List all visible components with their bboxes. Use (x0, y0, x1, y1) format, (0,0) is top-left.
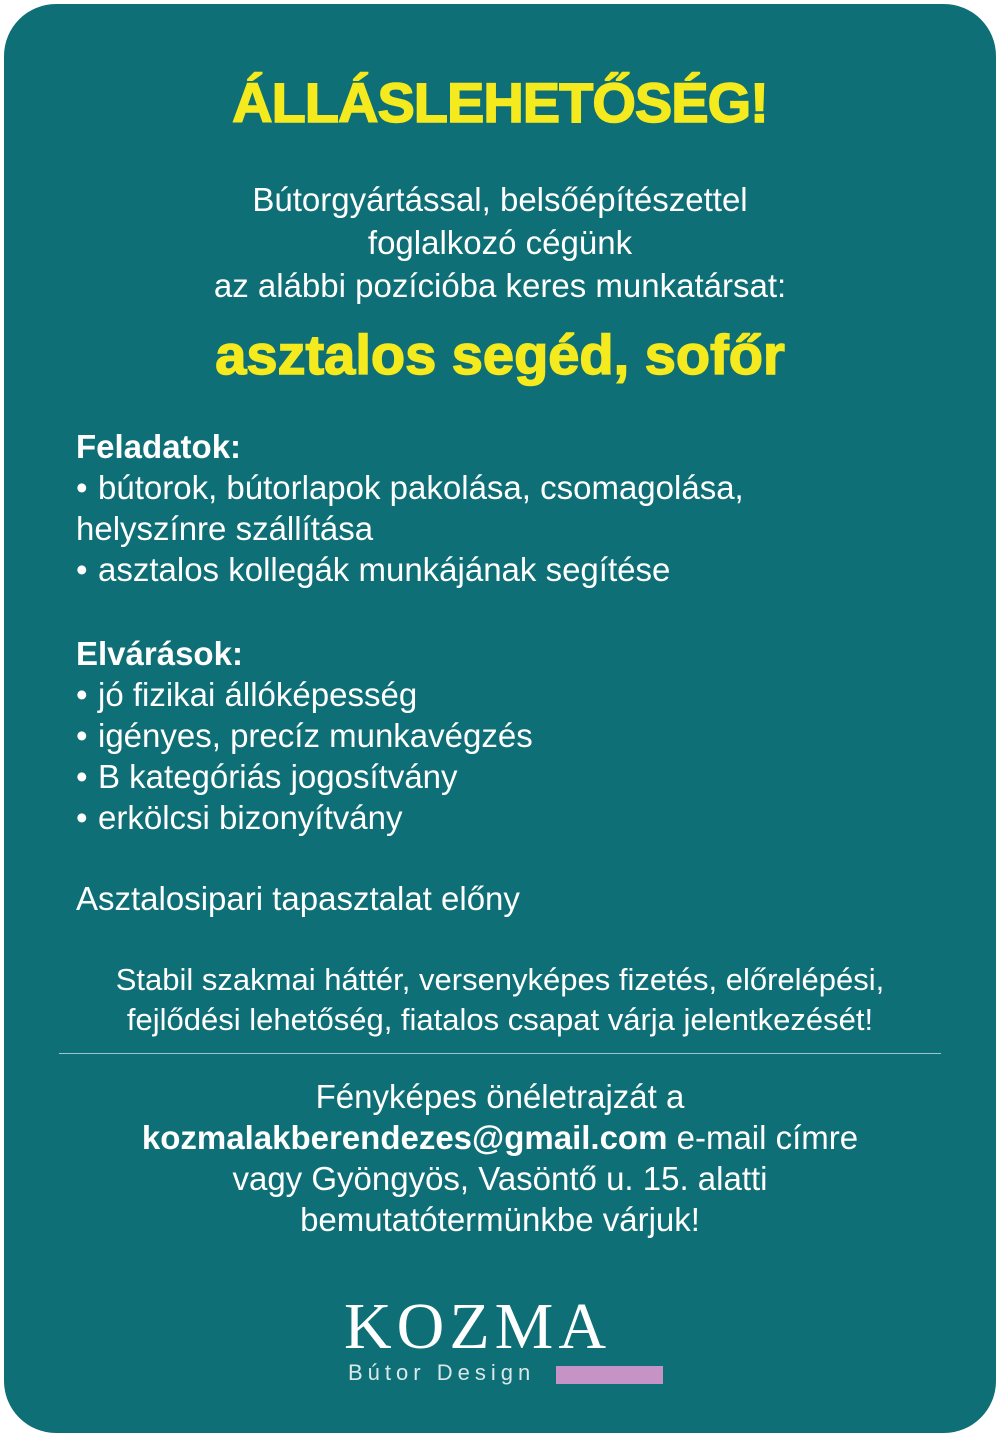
bullet-icon: • (76, 758, 88, 795)
task-item (76, 467, 744, 549)
contact-line: vagy Gyöngyös, Vasöntő u. 15. alatti (232, 1160, 768, 1197)
requirement-text: igényes, precíz munkavégzés (98, 717, 533, 754)
requirement-item (76, 674, 533, 715)
bullet-icon: • (76, 799, 88, 836)
requirement-text: B kategóriás jogosítvány (98, 758, 458, 795)
requirement-text: erkölcsi bizonyítvány (98, 799, 403, 836)
job-ad-card (4, 4, 996, 1433)
email-link[interactable]: kozmalakberendezes@gmail.com (141, 1119, 668, 1156)
email-suffix: e-mail címre (667, 1119, 859, 1156)
requirement-text: jó fizikai állóképesség (98, 676, 418, 713)
divider (59, 1053, 941, 1054)
requirements-section (76, 633, 533, 838)
task-text: bútorok, bútorlapok pakolása, csomagolása, (98, 469, 744, 506)
intro-line: az alábbi pozícióba keres munkatársat: (213, 267, 787, 304)
advantage-text: Asztalosipari tapasztalat előny (76, 880, 520, 917)
requirements-title: Elvárások: (76, 635, 243, 672)
bullet-icon: • (76, 717, 88, 754)
company-logo (338, 1290, 668, 1394)
position-title: asztalos segéd, sofőr (215, 323, 785, 386)
requirement-item (76, 756, 533, 797)
logo-tagline: Bútor Design (348, 1360, 536, 1385)
tasks-section (76, 426, 744, 590)
requirement-item (76, 715, 533, 756)
task-text-continued: helyszínre szállítása (76, 510, 374, 547)
contact-line: bemutatótermünkbe várjuk! (300, 1201, 700, 1238)
logo-wordmark: KOZMA (344, 1290, 611, 1363)
intro-text (4, 178, 996, 307)
task-item (76, 549, 744, 590)
logo-accent-bar (556, 1366, 663, 1384)
intro-line: Bútorgyártással, belsőépítészettel (252, 181, 748, 218)
benefits-line: fejlődési lehetőség, fiatalos csapat várja jelentkezését! (126, 1002, 874, 1037)
tasks-title: Feladatok: (76, 428, 242, 465)
bullet-icon: • (76, 469, 88, 506)
benefits-text (4, 960, 996, 1040)
contact-email-line (4, 1117, 996, 1158)
bullet-icon: • (76, 676, 88, 713)
requirement-item (76, 797, 533, 838)
contact-info (4, 1076, 996, 1240)
contact-line: Fényképes önéletrajzát a (315, 1078, 685, 1115)
task-text: asztalos kollegák munkájának segítése (98, 551, 671, 588)
benefits-line: Stabil szakmai háttér, versenyképes fizetés, előrelépési, (115, 962, 885, 997)
headline: ÁLLÁSLEHETŐSÉG! (232, 71, 768, 134)
intro-line: foglalkozó cégünk (367, 224, 633, 261)
bullet-icon: • (76, 551, 88, 588)
